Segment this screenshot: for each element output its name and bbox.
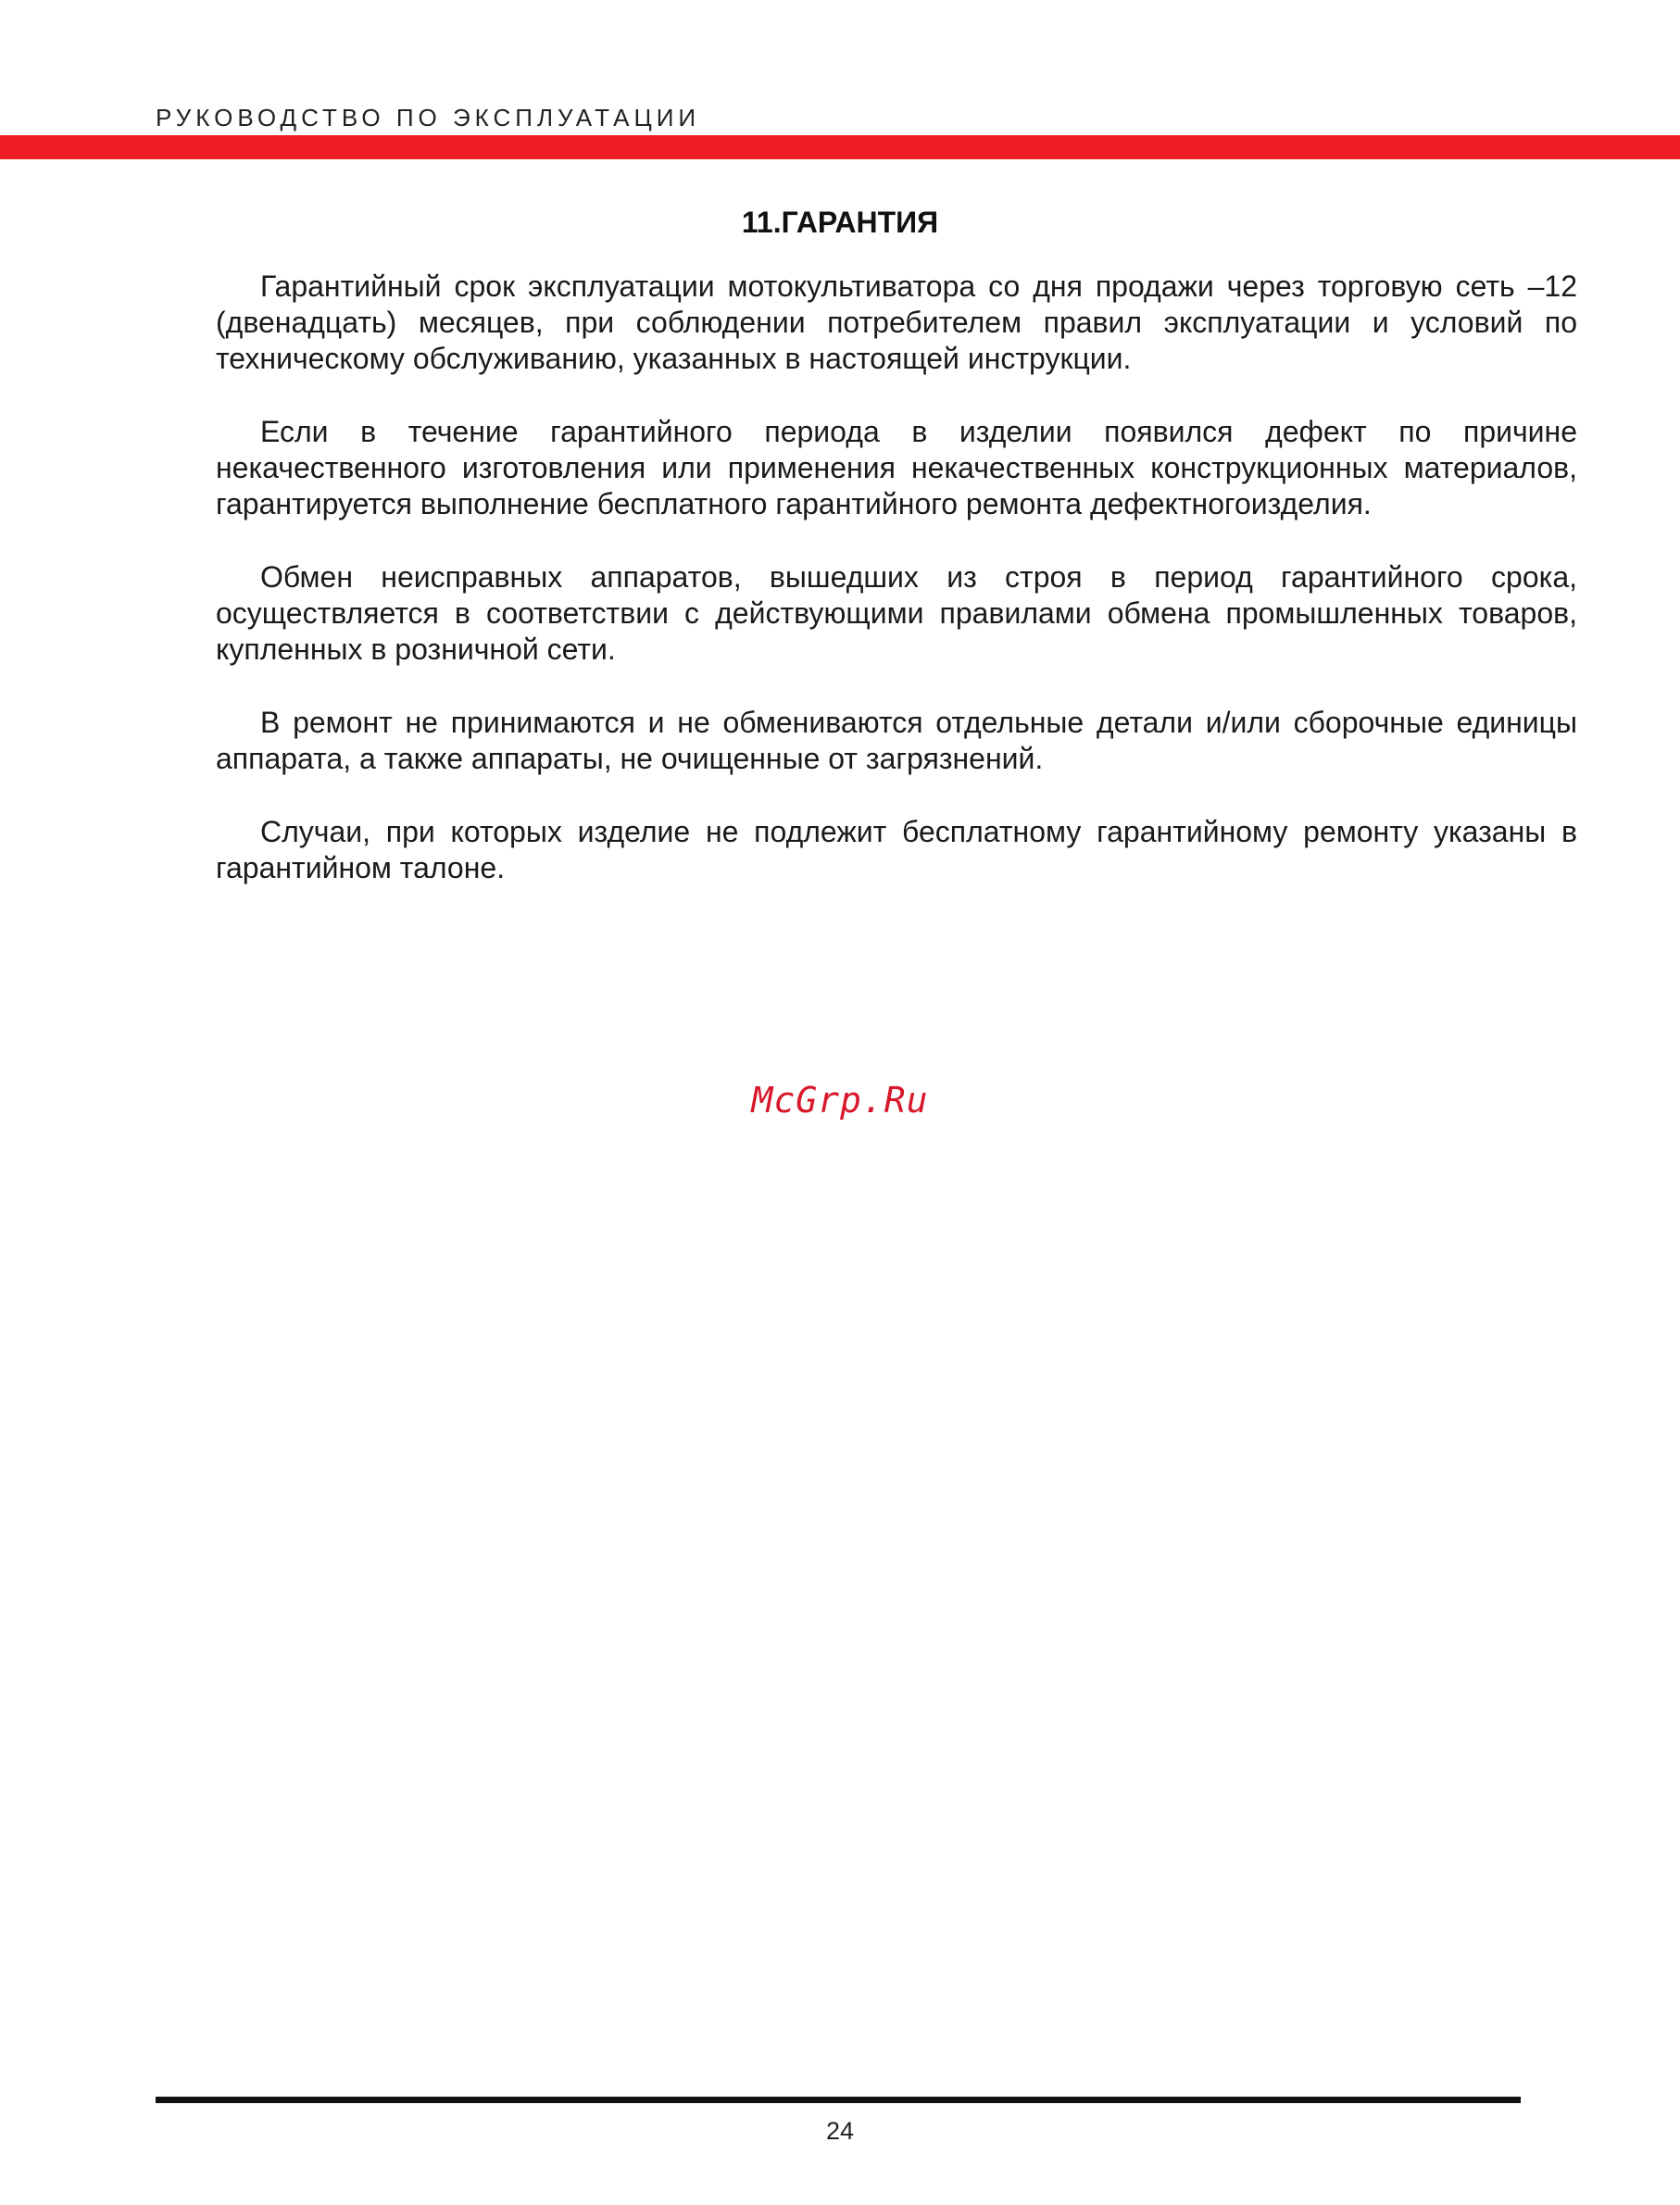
paragraph-defect-repair: Если в течение гарантийного периода в изделии появился дефект по причине некачественного изготовления или применения некачественных конструкционных материалов, гарантируется выполнение бесплатного гарантийного ремонта дефектногоизделия. bbox=[216, 415, 1577, 520]
paragraph-exchange: Обмен неисправных аппаратов, вышедших из строя в период гарантийного срока, осуществляется в соответствии с действующими правилами обмена промышленных товаров, купленных в розничной сети. bbox=[216, 560, 1577, 666]
running-header: РУКОВОДСТВО ПО ЭКСПЛУАТАЦИИ bbox=[156, 104, 701, 132]
paragraph-not-accepted: В ремонт не принимаются и не обмениваются отдельные детали и/или сборочные единицы аппарата, а также аппараты, не очищенные от загрязнений. bbox=[216, 706, 1577, 775]
section-title: 11.ГАРАНТИЯ bbox=[741, 206, 939, 239]
paragraph-warranty-period: Гарантийный срок эксплуатации мотокультиватора со дня продажи через торговую сеть –12 (двенадцать) месяцев, при соблюдении потребителем правил эксплуатации и условий по техническому обслуживанию, указанных в настоящей инструкции. bbox=[216, 269, 1577, 375]
page-number: 24 bbox=[825, 2117, 855, 2145]
watermark-logo: McGrp.Ru bbox=[751, 1080, 929, 1121]
paragraph-exclusions: Случаи, при которых изделие не подлежит бесплатному гарантийному ремонту указаны в гарантийном талоне. bbox=[216, 815, 1577, 884]
footer-divider bbox=[156, 2097, 1521, 2103]
section-body bbox=[216, 269, 1577, 923]
header-red-band bbox=[0, 135, 1680, 159]
